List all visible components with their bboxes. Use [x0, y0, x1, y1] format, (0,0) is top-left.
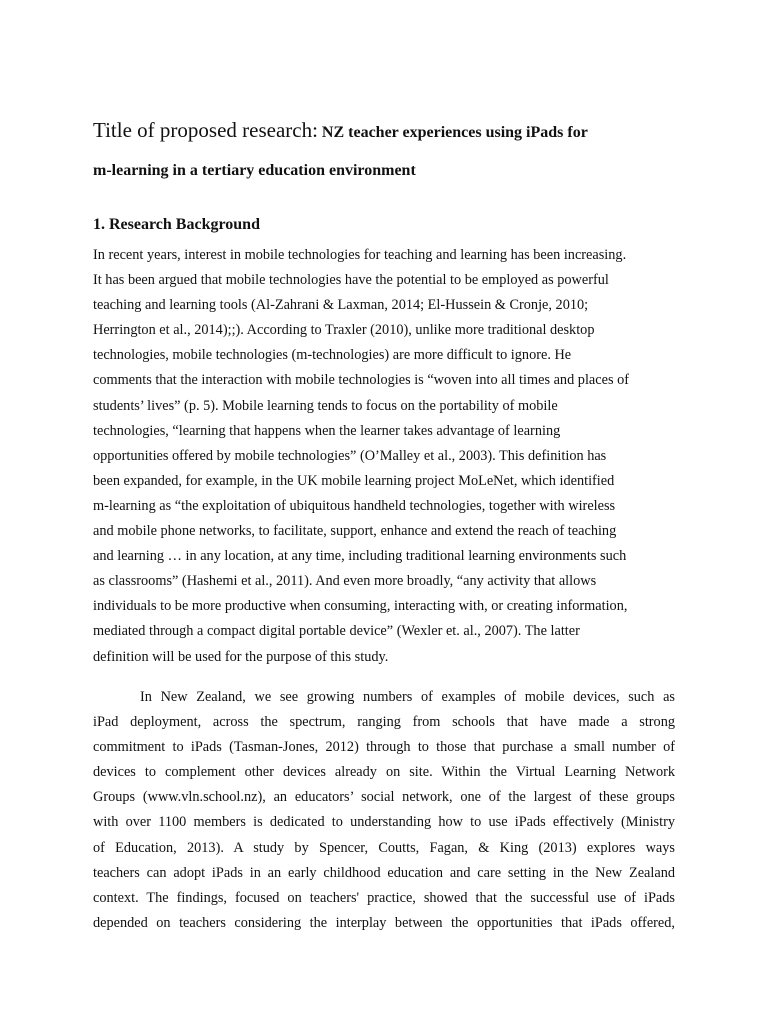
- paragraph-line: Herrington et al., 2014);;). According to Traxler (2010), unlike more traditional desktop: [93, 322, 595, 339]
- document-title: [93, 111, 693, 190]
- paragraph-line: opportunities offered by mobile technologies” (O’Malley et al., 2003). This definition has: [93, 447, 607, 464]
- paragraph-line: been expanded, for example, in the UK mobile learning project MoLeNet, which identified: [93, 472, 615, 489]
- paragraph-2: [93, 685, 675, 936]
- paragraph-line: mediated through a compact digital portable device” (Wexler et. al., 2007). The latter: [93, 623, 580, 640]
- paragraph-line: definition will be used for the purpose of this study.: [93, 648, 389, 665]
- paragraph-line: technologies, “learning that happens when the learner takes advantage of learning: [93, 422, 561, 439]
- paragraph-1: [93, 243, 675, 670]
- title-text-line1: NZ teacher experiences using iPads for: [321, 124, 588, 141]
- paragraph-line: comments that the interaction with mobile technologies is “woven into all times and places of: [93, 372, 630, 389]
- paragraph-line: as classrooms” (Hashemi et al., 2011). And even more broadly, “any activity that allows: [93, 573, 597, 590]
- paragraph-line: teaching and learning tools (Al-Zahrani & Laxman, 2014; El-Hussein & Cronje, 2010;: [93, 297, 589, 314]
- paragraph-line: with over 1100 members is dedicated to understanding how to use iPads effectively (Ministry: [93, 814, 675, 831]
- paragraph-line: individuals to be more productive when consuming, interacting with, or creating information,: [93, 598, 628, 615]
- paragraph-line: commitment to iPads (Tasman-Jones, 2012) through to those that purchase a small number of: [93, 739, 675, 756]
- title-text-line2: m-learning in a tertiary education environment: [93, 162, 416, 179]
- paragraph-line: It has been argued that mobile technologies have the potential to be employed as powerful: [93, 272, 609, 289]
- paragraph-line: students’ lives” (p. 5). Mobile learning tends to focus on the portability of mobile: [93, 397, 558, 414]
- paragraph-line: In New Zealand, we see growing numbers of examples of mobile devices, such as: [140, 689, 675, 705]
- paragraph-line: depended on teachers considering the interplay between the opportunities that iPads offered,: [93, 914, 675, 931]
- paragraph-line: context. The findings, focused on teachers' practice, showed that the successful use of iPads: [93, 889, 675, 906]
- paragraph-line: devices to complement other devices already on site. Within the Virtual Learning Network: [93, 764, 675, 781]
- paragraph-line: In recent years, interest in mobile technologies for teaching and learning has been increasing.: [93, 247, 627, 263]
- paragraph-line: and mobile phone networks, to facilitate, support, enhance and extend the reach of teaching: [93, 523, 617, 540]
- paragraph-line: m-learning as “the exploitation of ubiquitous handheld technologies, together with wireless: [93, 497, 616, 514]
- paragraph-line: and learning … in any location, at any time, including traditional learning environments such: [93, 548, 627, 565]
- paragraph-line: of Education, 2013). A study by Spencer, Coutts, Fagan, & King (2013) explores ways: [93, 839, 675, 856]
- paragraph-line: iPad deployment, across the spectrum, ranging from schools that have made a strong: [93, 714, 675, 731]
- title-label: Title of proposed research:: [93, 118, 318, 142]
- paragraph-line: teachers can adopt iPads in an early childhood education and care setting in the New Zealand: [93, 864, 675, 881]
- section-heading: 1. Research Background: [93, 216, 260, 233]
- paragraph-line: Groups (www.vln.school.nz), an educators’ social network, one of the largest of these groups: [93, 789, 675, 806]
- paragraph-line: technologies, mobile technologies (m-technologies) are more difficult to ignore. He: [93, 347, 572, 364]
